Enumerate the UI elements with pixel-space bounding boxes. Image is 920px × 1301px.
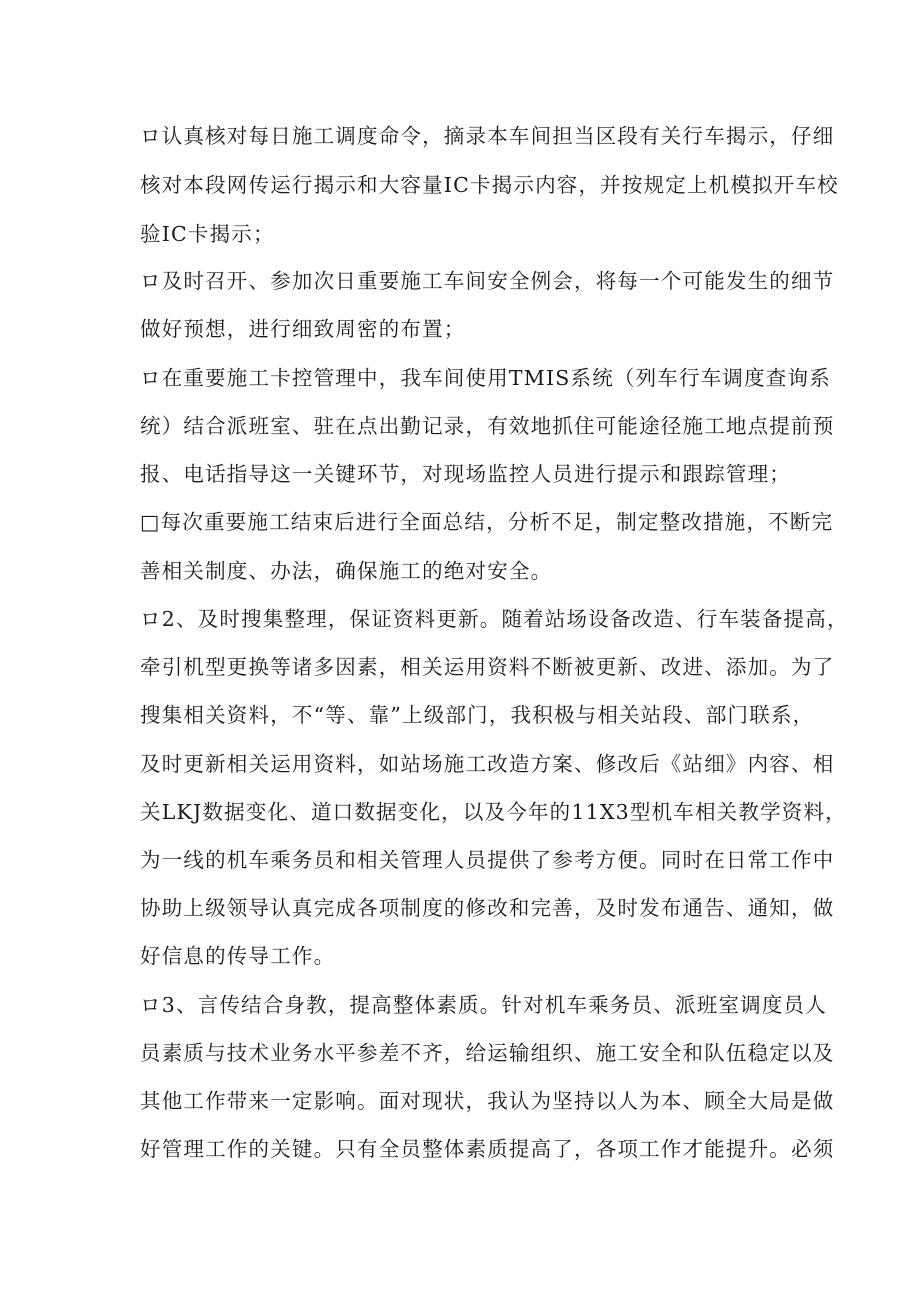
text-line: 其他工作带来一定影响。面对现状，我认为坚持以人为本、顾全大局是做 [140,1089,835,1113]
text-line: ロ及时召开、参加次日重要施工车间安全例会，将每一个可能发生的细节 [140,269,835,293]
text-line: 牵引机型更换等诸多因素，相关运用资料不断被更新、改进、添加。为了 [140,655,835,679]
text-line: 好管理工作的关键。只有全员整体素质提高了，各项工作才能提升。必须 [140,1137,835,1161]
text-line: 统）结合派班室、驻在点出勤记录，有效地抓住可能途径施工地点提前预 [140,414,835,438]
text-line: 报、电话指导这一关键环节，对现场监控人员进行提示和跟踪管理； [140,462,791,486]
text-line: ロ3、言传结合身教，提高整体素质。针对机车乘务员、派班室调度员人 [140,993,827,1017]
text-line: ロ认真核对每日施工调度命令，摘录本车间担当区段有关行车揭示，仔细 [140,124,835,148]
text-line: ロ2、及时搜集整理，保证资料更新。随着站场设备改造、行车装备提高， [140,607,849,631]
text-line: 搜集相关资料，不“等、靠”上级部门，我积极与相关站段、部门联系， [140,703,815,727]
text-line: 验IC卡揭示； [140,222,275,246]
text-line: 关LKJ数据变化、道口数据变化，以及今年的11X3型机车相关教学资料， [140,800,847,824]
text-line: ロ在重要施工卡控管理中，我车间使用TMIS系统（列车行车调度查询系 [140,366,831,390]
text-line: 善相关制度、办法，确保施工的绝对安全。 [140,559,553,583]
text-line: 协助上级领导认真完成各项制度的修改和完善，及时发布通告、通知，做 [140,896,835,920]
text-line: 核对本段网传运行揭示和大容量IC卡揭示内容，并按规定上机模拟开车校 [140,173,839,197]
text-line: 员素质与技术业务水平参差不齐，给运输组织、施工安全和队伍稳定以及 [140,1041,835,1065]
text-line: □每次重要施工结束后进行全面总结，分析不足，制定整改措施，不断完 [140,510,834,534]
text-line: 做好预想，进行细致周密的布置； [140,317,466,341]
text-line: 及时更新相关运用资料，如站场施工改造方案、修改后《站细》内容、相 [140,752,835,776]
text-line: 好信息的传导工作。 [140,944,336,968]
text-line: 为一线的机车乘务员和相关管理人员提供了参考方便。同时在日常工作中 [140,848,835,872]
